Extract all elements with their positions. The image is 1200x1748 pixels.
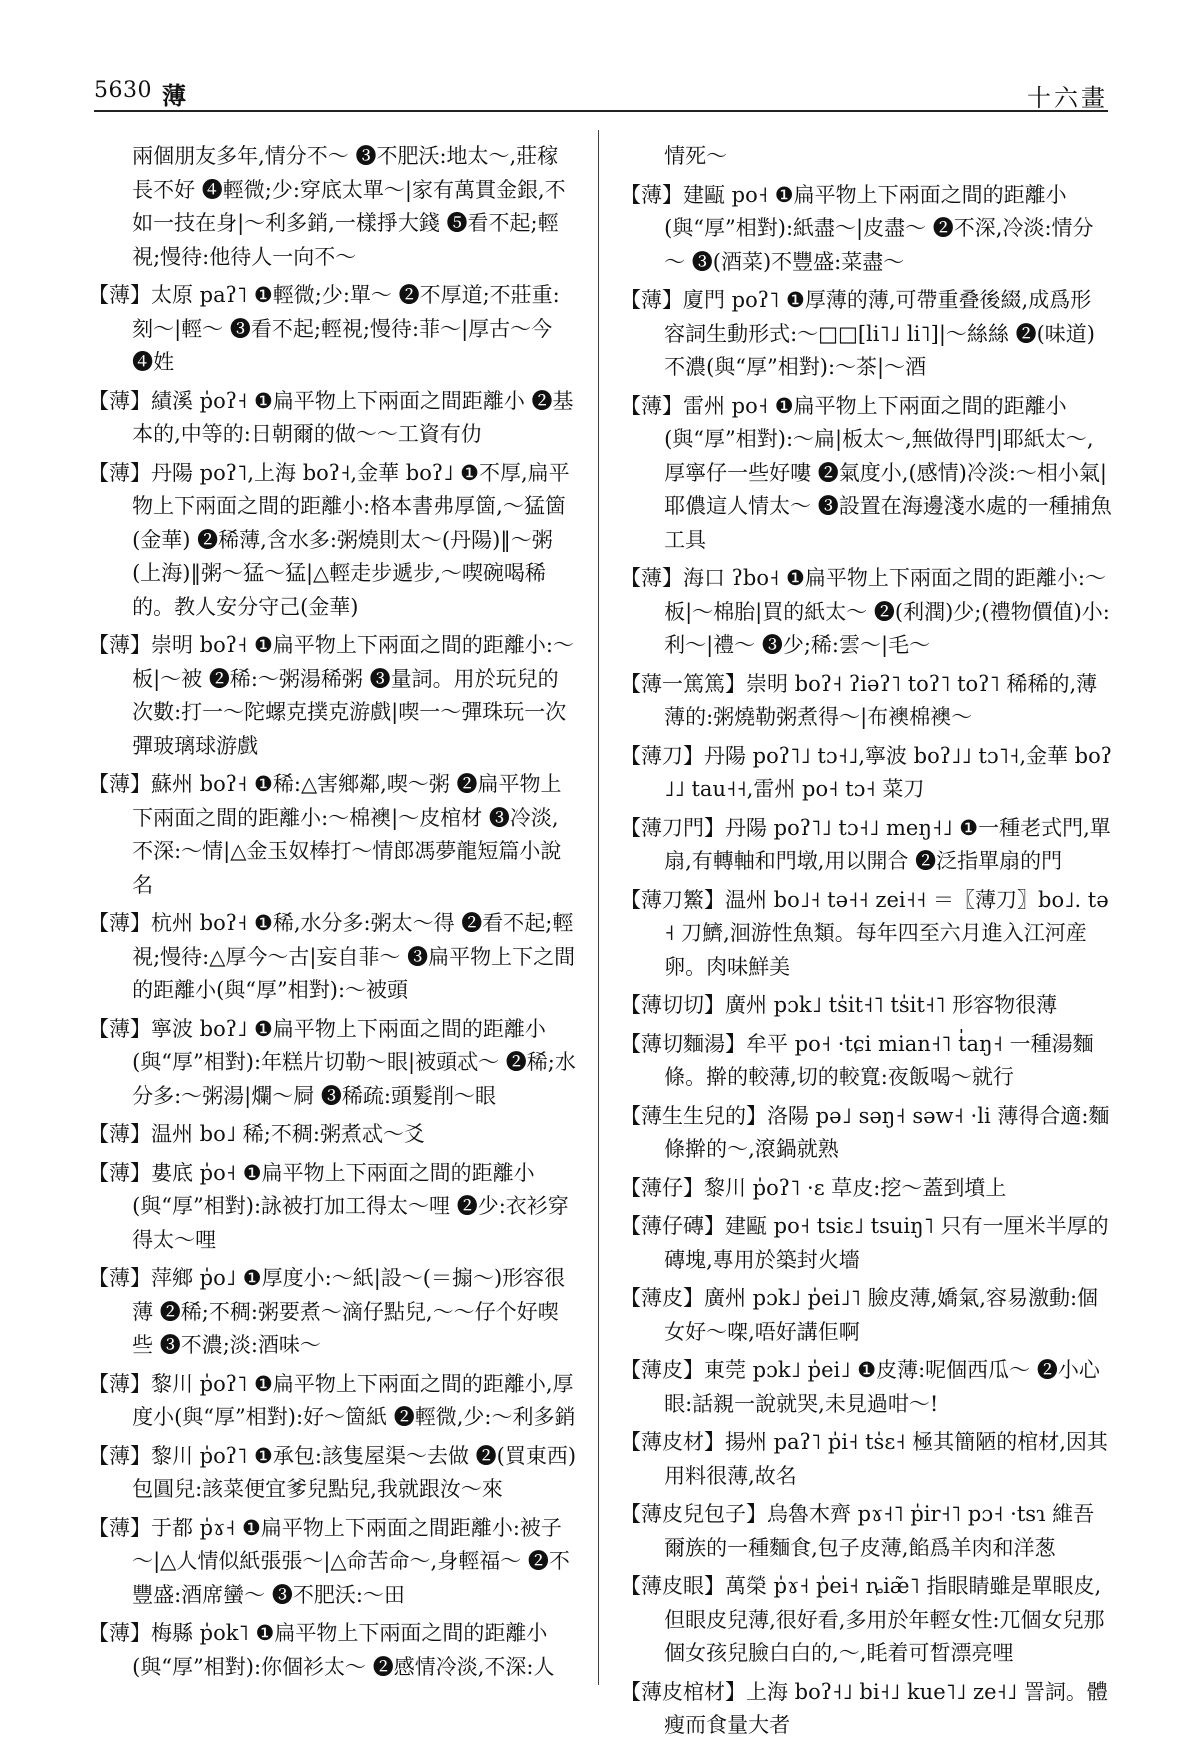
entry: 【薄】丹陽 poʔ˥,上海 boʔ˧,金華 boʔ˩ ❶不厚,扁平物上下兩面之間的距離小:格本書弗厚箇,～猛箇(金華) ❷稀薄,含水多:粥燒則太～(丹陽)‖～粥(上海)‖粥～猛～猛|△輕走步遞步,～喫碗喝稀的。教人安分守己(金華) xyxy=(88,460,570,619)
entry: 【薄皮】東莞 pɔk˩ p̍ei˩ ❶皮薄:呢個西瓜～ ❷小心眼:話親一說就哭,未見過咁～! xyxy=(620,1358,1100,1416)
entry: 【薄皮眼】萬榮 p̍ɤ˧ p̍ei˧ ȵiæ̃˥ 指眼睛雖是單眼皮,但眼皮兒薄,很好看,多用於年輕女性:兀個女兒那個女孩兒臉白白的,～,眊着可晳漂亮哩 xyxy=(620,1574,1105,1665)
header-rule xyxy=(94,110,1108,112)
column-divider xyxy=(598,130,599,1685)
entry: 【薄】雷州 po˧ ❶扁平物上下兩面之間的距離小(與“厚”相對):～扁|板太～,無做得門|耶紙太～,厚寧仔一些好嘍 ❷氣度小,(感情)冷淡:～相小氣|耶儂這人情太～ ❸設置在海邊淺水處的一種捕魚工具 xyxy=(620,393,1112,552)
entry: 【薄】于都 p̍ɤ˧ ❶扁平物上下兩面之間距離小:被子～|△人情似紙張張～|△命苦命～,身輕福～ ❷不豐盛:酒席蠻～ ❸不肥沃:～田 xyxy=(88,1515,570,1607)
entry: 【薄】黎川 p̍oʔ˥ ❶扁平物上下兩面之間的距離小,厚度小(與“厚”相對):好～箇紙 ❷輕微,少:～利多銷 xyxy=(88,1371,576,1429)
entry: 【薄仔】黎川 p̍oʔ˥ ·ɛ 草皮:挖～蓋到墳上 xyxy=(620,1175,1007,1200)
entry: 【薄切切】廣州 pɔk˩ ts̍it˧˥ ts̍it˧˥ 形容物很薄 xyxy=(620,993,1058,1017)
entry: 【薄】建甌 po˧ ❶扁平物上下兩面之間的距離小(與“厚”相對):紙盡～|皮盡～ ❷不深,冷淡:情分～ ❸(酒菜)不豐盛:菜盡～ xyxy=(620,182,1094,274)
entry: 【薄刀鰵】温州 bo˩˧ tə˧˧ zei˧˧ ＝〖薄刀〗bo˩. tə˧ 刀鱭,洄游性魚類。每年四至六月進入江河産卵。肉味鮮美 xyxy=(620,887,1109,979)
entry: 【薄一篤篤】崇明 boʔ˧ ʔiəʔ˥ toʔ˥ toʔ˥ 稀稀的,薄薄的:粥燒勒粥煮得～|布襖棉襖～ xyxy=(620,671,1098,729)
entry: 【薄】婁底 p̍o˧ ❶扁平物上下兩面之間的距離小(與“厚”相對):詠被打加工得太～哩 ❷少:衣衫穿得太～哩 xyxy=(88,1160,569,1252)
entry: 【薄皮兒包子】烏魯木齊 pɤ˧˥ p̍ir˧˥ pɔ˧ ·tsɿ 維吾爾族的一種麵食,包子皮薄,餡爲羊肉和洋葱 xyxy=(620,1502,1095,1560)
entry: 【薄】寧波 boʔ˩ ❶扁平物上下兩面之間的距離小(與“厚”相對):年糕片切勒～眼|被頭忒～ ❷稀;水分多:～粥湯|爛～屙 ❸稀疏:頭髮削～眼 xyxy=(88,1016,576,1108)
entry-continuation: 兩個朋友多年,情分不～ ❸不肥沃:地太～,莊稼長不好 ❹輕微;少:穿底太單～|家有萬貫金銀,不如一技在身|～利多銷,一樣掙大錢 ❺看不起;輕視;慢待:他待人一向不～ xyxy=(132,144,566,269)
entry: 【薄】杭州 boʔ˧ ❶稀,水分多:粥太～得 ❷看不起;輕視;慢待:△厚今～古|妄自菲～ ❸扁平物上下之間的距離小(與“厚”相對):～被頭 xyxy=(88,911,576,1002)
entry: 【薄皮材】揚州 paʔ˥ p̍i˧ ts̍ɛ˧ 極其簡陋的棺材,因其用料很薄,故名 xyxy=(620,1430,1108,1488)
entry: 【薄】温州 bo˩ 稀;不稠:粥煮忒～爻 xyxy=(88,1122,425,1146)
entry: 【薄皮棺材】上海 boʔ˧˩ bi˧˩ kue˥˩ ze˧˩ 詈詞。體瘦而食量大者 xyxy=(620,1679,1108,1737)
entry: 【薄】太原 paʔ˥ ❶輕微;少:單～ ❷不厚道;不莊重:刻～|輕～ ❸看不起;輕視;慢待:菲～|厚古～今 ❹姓 xyxy=(88,283,560,374)
entry: 【薄刀】丹陽 poʔ˥˩ tɔ˧˩,寧波 boʔ˩˩ tɔ˥˧,金華 boʔ˩˩ tau˧˧,雷州 po˧ tɔ˧ 菜刀 xyxy=(620,743,1113,801)
left-column xyxy=(88,140,578,1689)
entry: 【薄】梅縣 p̍ok˥ ❶扁平物上下兩面之間的距離小(與“厚”相對):你個衫太～ ❷感情冷淡,不深:人 xyxy=(88,1621,555,1679)
entry: 【薄刀門】丹陽 poʔ˥˩ tɔ˧˩ meŋ˧˩ ❶一種老式門,單扇,有轉軸和門墩,用以開合 ❷泛指單扇的門 xyxy=(620,815,1111,873)
entry: 【薄】萍鄉 p̍o˩ ❶厚度小:～紙|設～(＝搧～)形容很薄 ❷稀;不稠:粥要煮～滴仔點兒,～～仔个好喫些 ❸不濃;淡:酒味～ xyxy=(88,1266,566,1357)
stroke-section-label: 十六畫 xyxy=(1027,84,1108,112)
entry: 【薄切麵湯】牟平 po˧ ·tɕi mian˧˥ t̍aŋ˧ 一種湯麵條。擀的較薄,切的較寬:夜飯喝～就行 xyxy=(620,1031,1094,1089)
entry: 【薄】海口 ʔbo˧ ❶扁平物上下兩面之間的距離小:～板|～棉胎|買的紙太～ ❷(利潤)少;(禮物價值)小:利～|禮～ ❸少;稀:雲～|毛～ xyxy=(620,566,1110,657)
entry: 【薄】蘇州 boʔ˧ ❶稀:△害鄉鄰,喫～粥 ❷扁平物上下兩面之間的距離小:～棉襖|～皮棺材 ❸冷淡,不深:～情|△金玉奴棒打～情郎馮夢龍短篇小說名 xyxy=(88,772,562,897)
page-number: 5630 xyxy=(94,78,152,103)
entry: 【薄生生兒的】洛陽 pə˩ səŋ˧ səw˧ ·li 薄得合適:麵條擀的～,滾鍋就熟 xyxy=(620,1103,1110,1161)
entry: 【薄】績溪 p̍oʔ˧ ❶扁平物上下兩面之間距離小 ❷基本的,中等的:日朝爾的做～～工資有仂 xyxy=(88,388,574,446)
entry: 【薄仔磚】建甌 po˧ tsiɛ˩ tsuiŋ˥ 只有一厘米半厚的磚塊,專用於築封火墻 xyxy=(620,1214,1109,1272)
page-header xyxy=(94,78,1108,114)
entry: 【薄】黎川 p̍oʔ˥ ❶承包:該隻屋渠～去做 ❷(買東西)包圓兒:該菜便宜爹兒點兒,我就跟汝～來 xyxy=(88,1443,577,1501)
entry: 【薄皮】廣州 pɔk˩ p̍ei˩˥ 臉皮薄,嬌氣,容易激動:個女好～㗎,唔好講佢啊 xyxy=(620,1286,1099,1344)
entry-continuation: 情死～ xyxy=(664,144,728,168)
entry: 【薄】崇明 boʔ˧ ❶扁平物上下兩面之間的距離小:～板|～被 ❷稀:～粥湯稀粥 ❸量詞。用於玩兒的次數:打一～陀螺克撲克游戲|喫一～彈珠玩一次彈玻璃球游戲 xyxy=(88,633,574,758)
head-character: 薄 xyxy=(162,81,186,110)
entry: 【薄】廈門 poʔ˥ ❶厚薄的薄,可帶重叠後綴,成爲形容詞生動形式:～□□[li˥˩ li˥]|～絲絲 ❷(味道)不濃(與“厚”相對):～茶|～酒 xyxy=(620,288,1095,379)
right-column xyxy=(620,140,1112,1748)
